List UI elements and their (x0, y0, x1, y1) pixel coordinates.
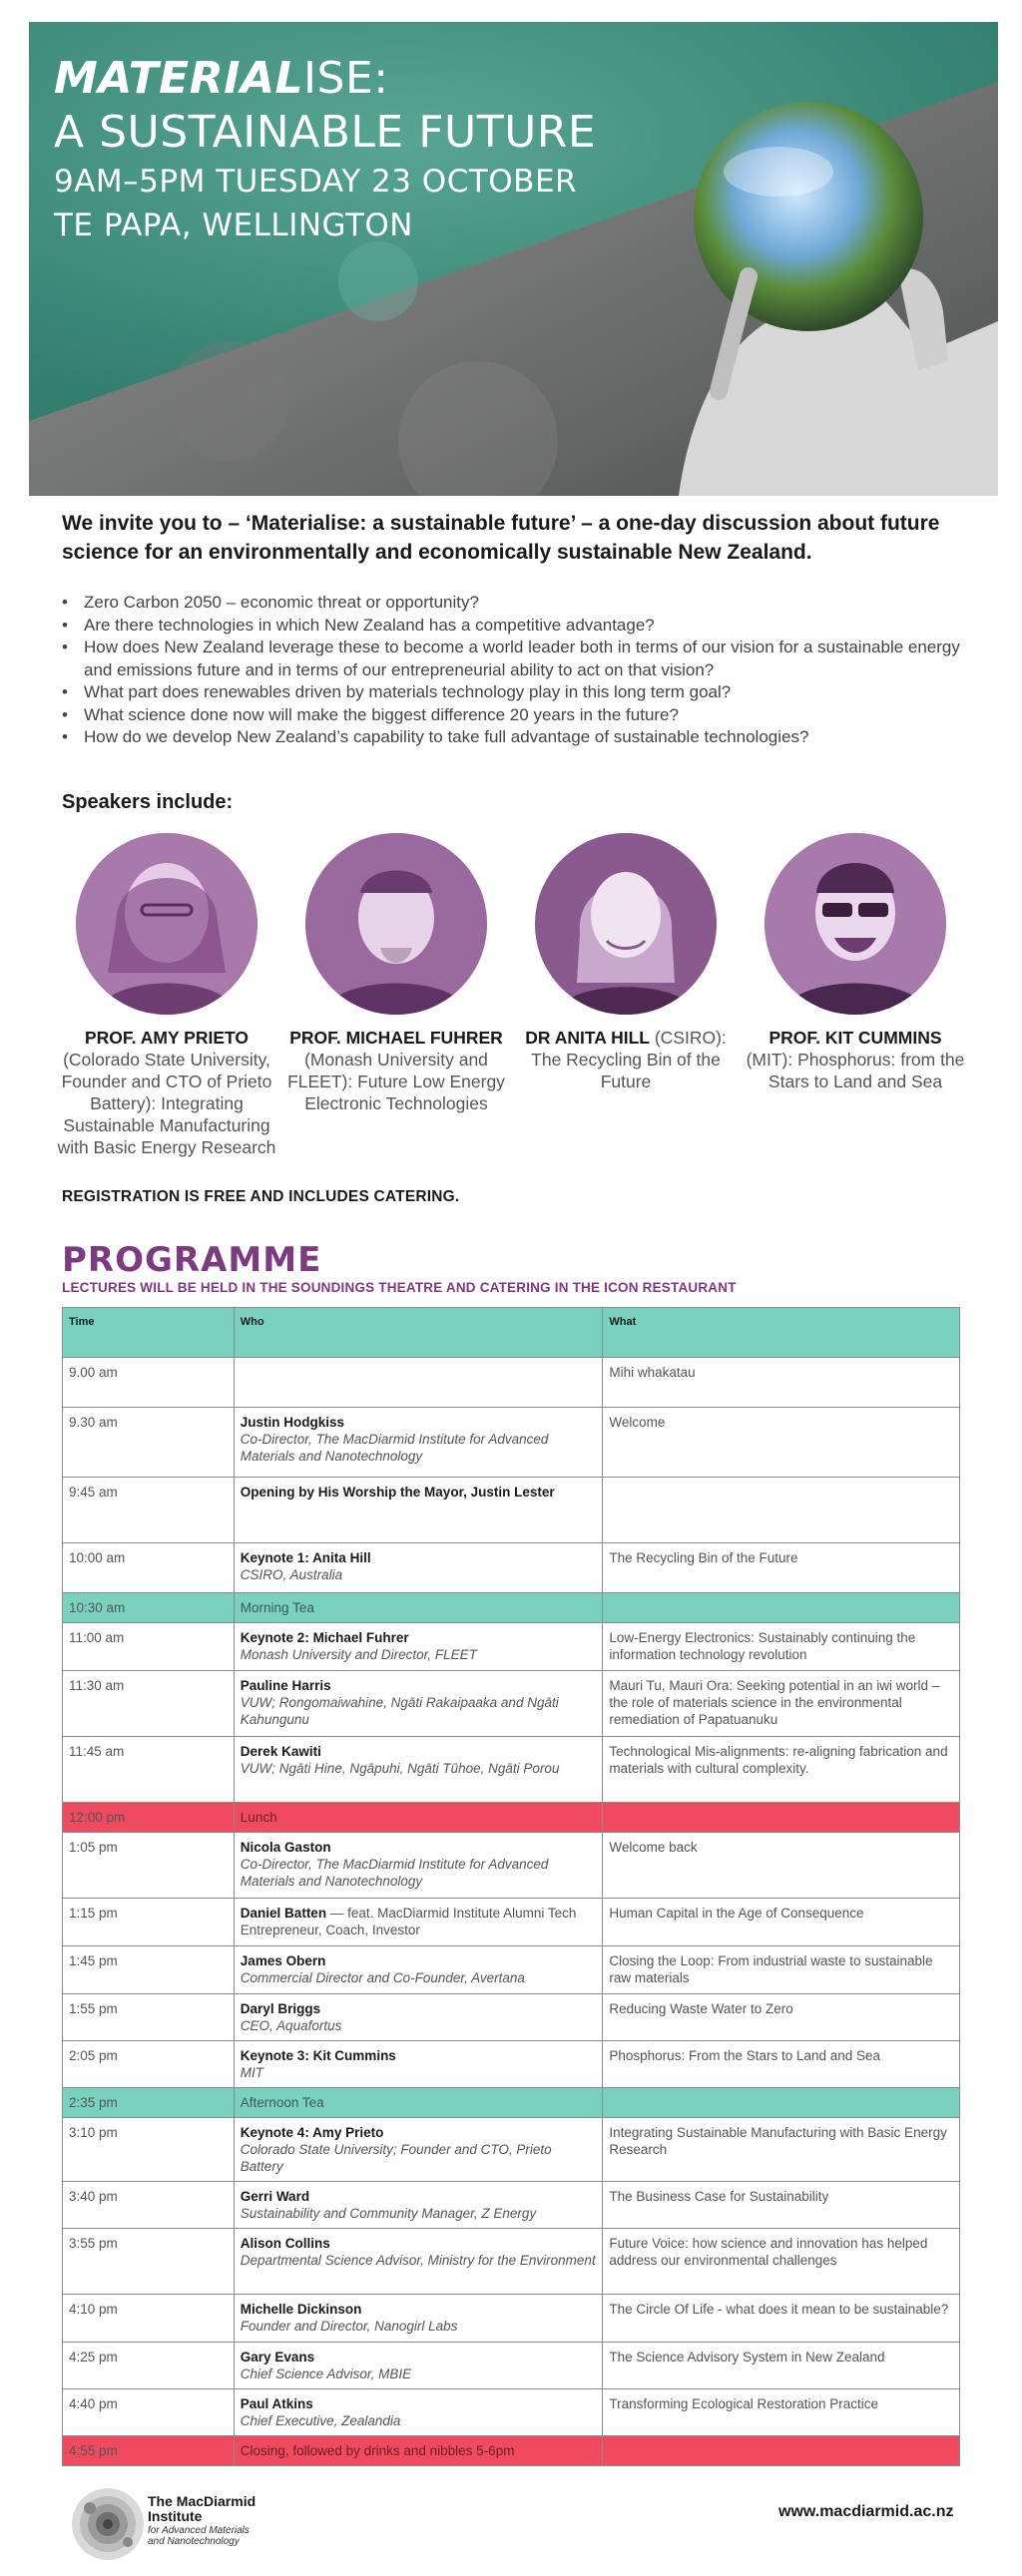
speaker-role: Co-Director, The MacDiarmid Institute for Advanced Materials and Nanotechnology (240, 1432, 549, 1464)
programme-row (63, 1899, 960, 1946)
row-who (234, 1994, 603, 2041)
speaker-role: VUW; Rongomaiwahine, Ngāti Rakaipaaka and Ngāti Kahungunu (240, 1695, 559, 1727)
programme-row (63, 1994, 960, 2041)
speaker-name: Derek Kawiti (240, 1744, 321, 1759)
hero-title-rest: ISE: (303, 53, 389, 104)
programme-row (63, 2436, 960, 2466)
row-time: 12:00 pm (63, 1803, 235, 1833)
programme-row (63, 2343, 960, 2389)
row-what: Future Voice: how science and innovation has helped address our environmental challenges (603, 2229, 960, 2295)
row-time: 4:55 pm (63, 2436, 235, 2466)
row-what (603, 1478, 960, 1543)
row-time: 3:55 pm (63, 2229, 235, 2295)
speaker-caption (741, 1027, 970, 1092)
programme-row (63, 2295, 960, 2343)
hero-title (54, 52, 596, 106)
registration-note: REGISTRATION IS FREE AND INCLUDES CATERING. (62, 1188, 460, 1205)
speaker-photo-avatar (305, 833, 487, 1015)
speaker-name: Pauline Harris (240, 1678, 331, 1693)
speaker-role: Departmental Science Advisor, Ministry for the Environment (240, 2253, 596, 2268)
speaker-name: Opening by His Worship the Mayor, Justin Lester (240, 1485, 555, 1500)
speaker-name: Alison Collins (240, 2236, 330, 2251)
row-time: 9.30 am (63, 1408, 235, 1478)
speaker-description: (Colorado State University, Founder and CTO of Prieto Battery): Integrating Sustainable Manufacturing with Basic Energy Research (57, 1050, 276, 1157)
row-time: 1:55 pm (63, 1994, 235, 2041)
hero-title-bold: MATERIAL (54, 53, 304, 104)
row-what: Human Capital in the Age of Consequence (603, 1899, 960, 1946)
bullet-item: • Are there technologies in which New Zealand has a competitive advantage? (62, 615, 980, 638)
speaker-caption (52, 1027, 281, 1158)
speaker-name: Paul Atkins (240, 2396, 313, 2411)
row-who (234, 1803, 603, 1833)
programme-row (63, 1593, 960, 1623)
row-who (234, 2118, 603, 2182)
programme-row (63, 1478, 960, 1543)
speaker-role: Co-Director, The MacDiarmid Institute for Advanced Materials and Nanotechnology (240, 1857, 549, 1889)
institute-name-line1: The MacDiarmid (148, 2493, 256, 2509)
discussion-bullets (62, 592, 980, 749)
row-time: 3:40 pm (63, 2182, 235, 2229)
programme-row (63, 2182, 960, 2229)
speaker-role: VUW; Ngāti Hine, Ngāpuhi, Ngāti Tūhoe, Ngāti Porou (240, 1761, 560, 1776)
header-who: Who (234, 1308, 603, 1358)
row-time: 2:05 pm (63, 2041, 235, 2088)
row-who (234, 2041, 603, 2088)
speaker-name: Gary Evans (240, 2350, 315, 2364)
row-time: 9.00 am (63, 1358, 235, 1408)
hero-venue: TE PAPA, WELLINGTON (54, 208, 413, 243)
programme-row (63, 1833, 960, 1899)
speaker-role: Colorado State University; Founder and CTO, Prieto Battery (240, 2142, 552, 2174)
speaker-name: Keynote 2: Michael Fuhrer (240, 1630, 409, 1645)
programme-rows (63, 1358, 960, 2466)
website-url: www.macdiarmid.ac.nz (778, 2503, 954, 2520)
programme-table (62, 1307, 960, 2466)
row-time: 9:45 am (63, 1478, 235, 1543)
row-who (234, 1671, 603, 1737)
row-who (234, 2229, 603, 2295)
row-what: Closing the Loop: From industrial waste to sustainable raw materials (603, 1946, 960, 1994)
row-who (234, 1899, 603, 1946)
programme-row (63, 2088, 960, 2118)
speaker-name: Keynote 3: Kit Cummins (240, 2048, 396, 2063)
row-what: The Circle Of Life - what does it mean to be sustainable? (603, 2295, 960, 2343)
speaker-photo-avatar (76, 833, 257, 1015)
header-what: What (603, 1308, 960, 1358)
row-what: Integrating Sustainable Manufacturing with Basic Energy Research (603, 2118, 960, 2182)
speaker-caption (511, 1027, 741, 1092)
row-who (234, 1593, 603, 1623)
row-who (234, 2182, 603, 2229)
speaker-description: (MIT): Phosphorus: from the Stars to Land and Sea (746, 1050, 965, 1091)
speaker-name: Keynote 1: Anita Hill (240, 1550, 371, 1565)
speaker-name: PROF. AMY PRIETO (84, 1028, 249, 1048)
speaker-card-prieto (52, 833, 281, 1158)
speaker-name: PROF. MICHAEL FUHRER (289, 1028, 503, 1048)
intro-paragraph: We invite you to – ‘Materialise: a sustainable future’ – a one-day discussion about future science for an environmentally and economically sustainable New Zealand. (62, 512, 940, 564)
row-what: Phosphorus: From the Stars to Land and Sea (603, 2041, 960, 2088)
speaker-name: Lunch (240, 1810, 277, 1825)
speaker-name: DR ANITA HILL (525, 1028, 650, 1048)
programme-header-row (63, 1308, 960, 1358)
speaker-role: Founder and Director, Nanogirl Labs (240, 2319, 458, 2334)
row-time: 11:45 am (63, 1737, 235, 1803)
speaker-name: Keynote 4: Amy Prieto (240, 2125, 384, 2140)
bullet-item: • Zero Carbon 2050 – economic threat or opportunity? (62, 592, 980, 615)
row-what: Welcome back (603, 1833, 960, 1899)
speaker-role: MIT (240, 2065, 264, 2080)
row-time: 4:10 pm (63, 2295, 235, 2343)
programme-row (63, 1623, 960, 1671)
speaker-photo-avatar (765, 833, 946, 1015)
institute-tagline: for Advanced Materials and Nanotechnology (148, 2525, 250, 2547)
speaker-name: James Obern (240, 1953, 326, 1968)
row-what: The Recycling Bin of the Future (603, 1543, 960, 1593)
hero-text (54, 52, 596, 247)
programme-row (63, 2118, 960, 2182)
programme-row (63, 1408, 960, 1478)
speaker-description: (CSIRO): The Recycling Bin of the Future (531, 1028, 727, 1091)
row-what: Mauri Tu, Mauri Ora: Seeking potential in an iwi world – the role of materials science in the environmental remediation of Papatuanuku (603, 1671, 960, 1737)
row-what: Transforming Ecological Restoration Practice (603, 2389, 960, 2436)
row-time: 1:05 pm (63, 1833, 235, 1899)
row-time: 1:15 pm (63, 1899, 235, 1946)
bullet-item: • What part does renewables driven by materials technology play in this long term goal? (62, 681, 980, 704)
row-what (603, 2088, 960, 2118)
row-who (234, 1358, 603, 1408)
row-time: 4:25 pm (63, 2343, 235, 2389)
hero-subtitle: A SUSTAINABLE FUTURE (54, 107, 597, 158)
hero-banner (29, 22, 998, 496)
speaker-name: Michelle Dickinson (240, 2302, 362, 2317)
speaker-role: Commercial Director and Co-Founder, Avertana (240, 1970, 525, 1985)
speaker-name: Nicola Gaston (240, 1840, 331, 1855)
row-who (234, 1833, 603, 1899)
row-who (234, 1946, 603, 1994)
row-what: Welcome (603, 1408, 960, 1478)
programme-subtitle: LECTURES WILL BE HELD IN THE SOUNDINGS THEATRE AND CATERING IN THE ICON RESTAURANT (62, 1280, 737, 1295)
row-who (234, 2343, 603, 2389)
programme-row (63, 2229, 960, 2295)
programme-row (63, 1543, 960, 1593)
row-time: 3:10 pm (63, 2118, 235, 2182)
header-time: Time (63, 1308, 235, 1358)
programme-row (63, 1946, 960, 1994)
speaker-role: CSIRO, Australia (240, 1567, 343, 1582)
speaker-description: (Monash University and FLEET): Future Low Energy Electronic Technologies (287, 1050, 505, 1113)
speaker-card-fuhrer (281, 833, 511, 1114)
bullet-item: • What science done now will make the biggest difference 20 years in the future? (62, 704, 980, 727)
speaker-name: Closing, followed by drinks and nibbles 5-6pm (240, 2443, 515, 2458)
row-who (234, 2295, 603, 2343)
speaker-name: Daryl Briggs (240, 2001, 321, 2016)
row-time: 10:00 am (63, 1543, 235, 1593)
crystal-ball-hand-image (599, 22, 998, 496)
bullet-item: • How do we develop New Zealand’s capability to take full advantage of sustainable technologies? (62, 726, 980, 749)
row-what (603, 1593, 960, 1623)
row-what (603, 2436, 960, 2466)
row-who (234, 1737, 603, 1803)
speaker-name: Daniel Batten (240, 1906, 327, 1921)
programme-title: PROGRAMME (62, 1240, 322, 1280)
speaker-role: CEO, Aquafortus (240, 2018, 342, 2033)
speaker-role: — feat. MacDiarmid Institute Alumni Tech Entrepreneur, Coach, Investor (240, 1906, 577, 1937)
speaker-name: Afternoon Tea (240, 2095, 324, 2110)
row-time: 10:30 am (63, 1593, 235, 1623)
programme-row (63, 2389, 960, 2436)
row-who (234, 1623, 603, 1671)
row-who (234, 1543, 603, 1593)
row-what: Mihi whakatau (603, 1358, 960, 1408)
macdiarmid-logo-icon (68, 2484, 148, 2564)
institute-name-line2: Institute (148, 2508, 203, 2524)
speaker-name: Justin Hodgkiss (240, 1415, 345, 1430)
speaker-card-cummins (741, 833, 970, 1092)
institute-name (148, 2494, 256, 2524)
row-who (234, 2436, 603, 2466)
programme-row (63, 1737, 960, 1803)
row-time: 1:45 pm (63, 1946, 235, 1994)
speaker-photo-avatar (535, 833, 717, 1015)
row-who (234, 2389, 603, 2436)
speaker-role: Sustainability and Community Manager, Z Energy (240, 2206, 537, 2221)
programme-row (63, 1671, 960, 1737)
programme-row (63, 1358, 960, 1408)
row-what: The Science Advisory System in New Zealand (603, 2343, 960, 2389)
row-who (234, 1478, 603, 1543)
programme-row (63, 2041, 960, 2088)
row-what: Low-Energy Electronics: Sustainably continuing the information technology revolution (603, 1623, 960, 1671)
row-what: The Business Case for Sustainability (603, 2182, 960, 2229)
row-what (603, 1803, 960, 1833)
speaker-name: PROF. KIT CUMMINS (768, 1028, 942, 1048)
speaker-caption (281, 1027, 511, 1114)
row-time: 11:00 am (63, 1623, 235, 1671)
speaker-role: Monash University and Director, FLEET (240, 1647, 477, 1662)
programme-row (63, 1803, 960, 1833)
hero-date: 9AM–5PM TUESDAY 23 OCTOBER (54, 164, 578, 200)
row-who (234, 1408, 603, 1478)
speaker-role: Chief Science Advisor, MBIE (240, 2366, 412, 2381)
row-time: 4:40 pm (63, 2389, 235, 2436)
row-what: Technological Mis-alignments: re-aligning fabrication and materials with cultural complexity. (603, 1737, 960, 1803)
row-time: 11:30 am (63, 1671, 235, 1737)
bullet-item: • How does New Zealand leverage these to become a world leader both in terms of our vision for a sustainable energy and emissions future and in terms of our entrepreneurial ability to act on that vision? (62, 637, 980, 681)
row-who (234, 2088, 603, 2118)
speaker-name: Morning Tea (240, 1600, 314, 1615)
speakers-heading: Speakers include: (62, 791, 234, 813)
speaker-role: Chief Executive, Zealandia (240, 2413, 401, 2428)
speaker-card-hill (511, 833, 741, 1092)
row-time: 2:35 pm (63, 2088, 235, 2118)
speaker-name: Gerri Ward (240, 2189, 310, 2204)
row-what: Reducing Waste Water to Zero (603, 1994, 960, 2041)
